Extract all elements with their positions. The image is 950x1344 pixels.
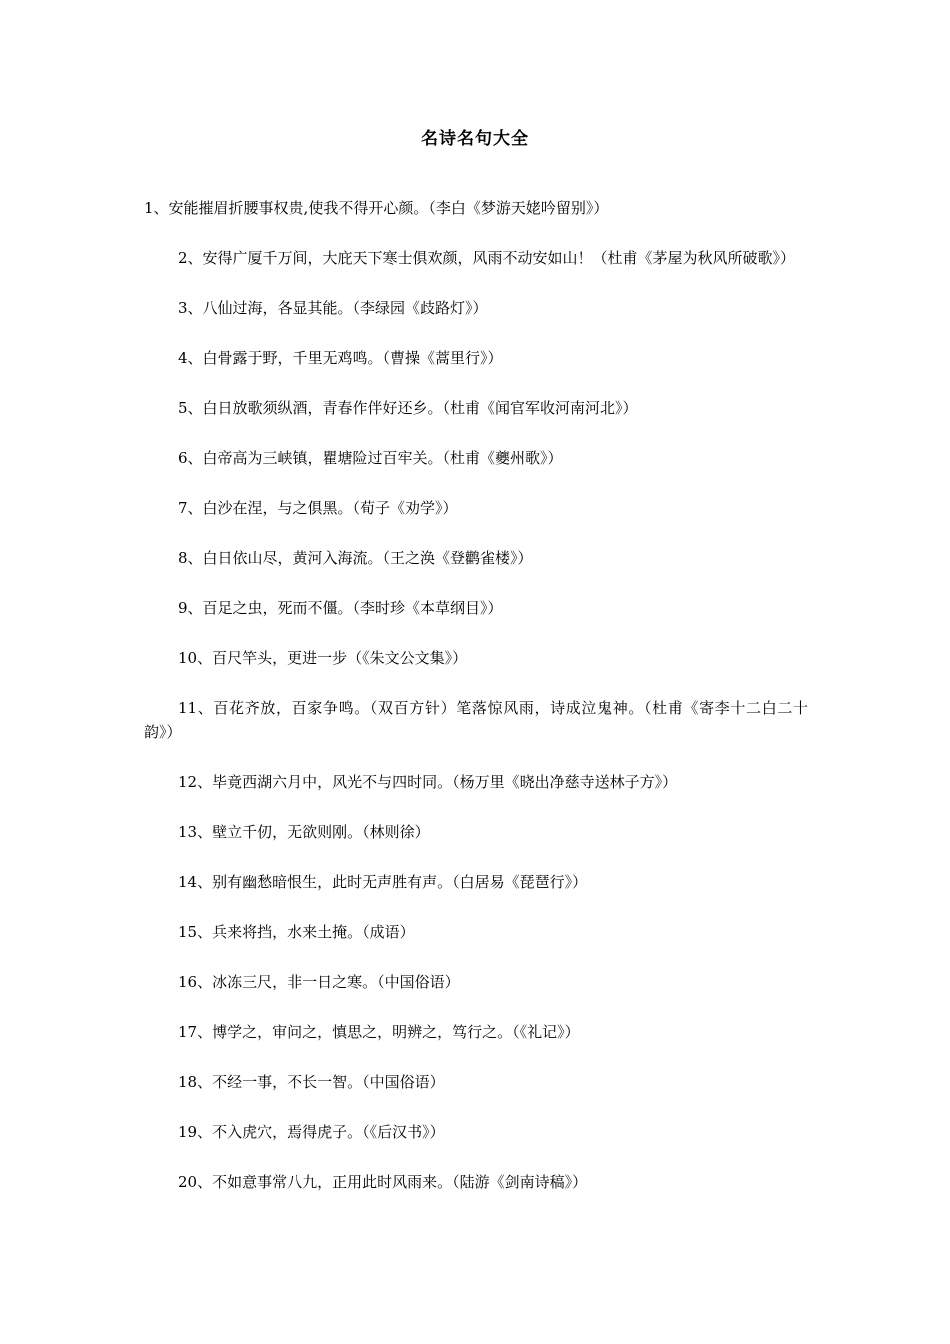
poem-list	[144, 196, 808, 1220]
poem-entry: 2、安得广厦千万间，大庇天下寒士俱欢颜，风雨不动安如山！（杜甫《茅屋为秋风所破歌》）	[178, 249, 796, 267]
poem-entry: 6、白帝高为三峡镇，瞿塘险过百牢关。（杜甫《夔州歌》）	[178, 449, 563, 467]
poem-entry: 12、毕竟西湖六月中，风光不与四时同。（杨万里《晓出净慈寺送林子方》）	[178, 773, 678, 791]
poem-entry: 10、百尺竿头，更进一步（《朱文公文集》）	[178, 649, 468, 667]
poem-entry: 19、不入虎穴，焉得虎子。（《后汉书》）	[178, 1123, 445, 1141]
poem-entry: 20、不如意事常八九，正用此时风雨来。（陆游《剑南诗稿》）	[178, 1173, 588, 1191]
poem-entry: 15、兵来将挡，水来土掩。（成语）	[178, 923, 415, 941]
poem-entry: 9、百足之虫，死而不僵。（李时珍《本草纲目》）	[178, 599, 503, 617]
poem-entry: 5、白日放歌须纵酒，青春作伴好还乡。（杜甫《闻官军收河南河北》）	[178, 399, 638, 417]
poem-entry: 4、白骨露于野，千里无鸡鸣。（曹操《蒿里行》）	[178, 349, 503, 367]
document-title: 名诗名句大全	[421, 129, 529, 149]
poem-entry: 7、白沙在涅，与之俱黑。（荀子《劝学》）	[178, 499, 458, 517]
poem-entry: 14、别有幽愁暗恨生，此时无声胜有声。（白居易《琵琶行》）	[178, 873, 588, 891]
poem-entry: 3、八仙过海，各显其能。（李绿园《歧路灯》）	[178, 299, 488, 317]
poem-entry: 13、壁立千仞，无欲则刚。（林则徐）	[178, 823, 430, 841]
poem-entry: 11、百花齐放，百家争鸣。（双百方针）笔落惊风雨，诗成泣鬼神。（杜甫《寄李十二白二十韵》）	[144, 699, 808, 741]
poem-entry: 16、冰冻三尺，非一日之寒。（中国俗语）	[178, 973, 460, 991]
poem-entry: 17、博学之，审问之，慎思之，明辨之，笃行之。（《礼记》）	[178, 1023, 580, 1041]
poem-entry: 8、白日依山尽，黄河入海流。（王之涣《登鹳雀楼》）	[178, 549, 533, 567]
poem-entry: 18、不经一事，不长一智。（中国俗语）	[178, 1073, 445, 1091]
poem-entry: 1、安能摧眉折腰事权贵,使我不得开心颜。（李白《梦游天姥吟留别》）	[144, 199, 609, 217]
